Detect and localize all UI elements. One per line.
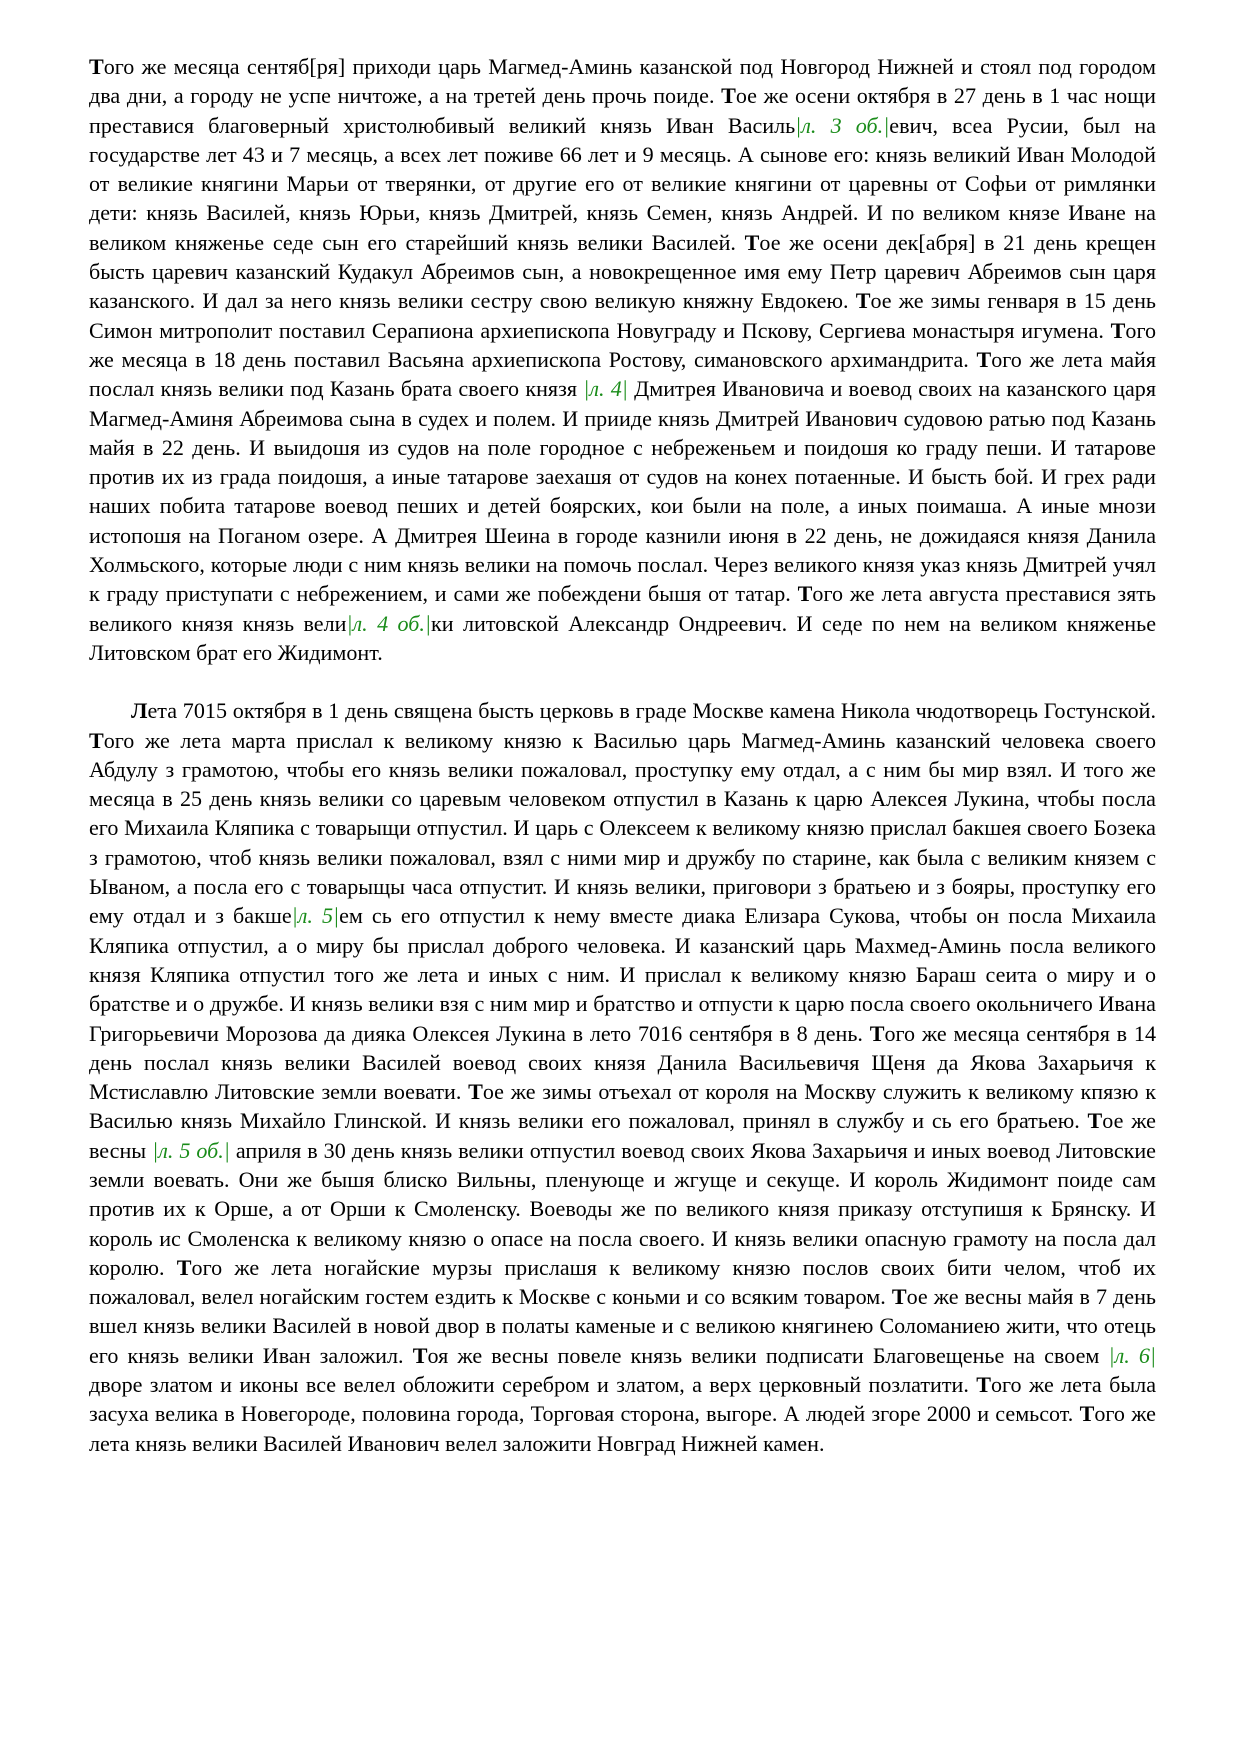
text-run: ого же месяца в 18 день поставил Васьяна архиепископа Ростову, симановского архимандрита. — [89, 317, 1156, 372]
folio-marker: |л. 4| — [583, 376, 628, 402]
entry-initial-letter: Т — [1110, 317, 1126, 343]
entry-initial-letter: Т — [855, 288, 871, 314]
folio-marker: |л. 5 об.| — [152, 1137, 230, 1163]
text-run: ого же месяца сентября в 14 день послал князь велики Василей воевод своих князя Данила Васильевичя Щеня да Якова Захарьичя к Мстиславлю Литовские земли воевати. — [89, 1020, 1157, 1105]
folio-marker: |л. 6| — [1108, 1342, 1157, 1368]
entry-initial-letter: Т — [976, 1372, 991, 1398]
entry-initial-letter: Т — [1087, 1108, 1103, 1134]
entry-initial-letter: Л — [131, 698, 148, 724]
text-run: дворе златом и иконы все велел обложити серебром и златом, а верх церковный позлатити. — [89, 1372, 977, 1398]
text-run: ое же осени дек[абря] в 21 день крещен бысть царевич казанский Кудакул Абреимов сын, а новокрещенное имя ему Петр царевич Абреимов сын царя казанского. И дал за него князь велики сестру свою великую княжну Евдокею. — [89, 229, 1156, 314]
folio-marker: |л. 3 об.| — [795, 112, 890, 138]
text-run: ого же лета князь велики Василей Иванович велел заложити Новград Нижней камен. — [89, 1401, 1156, 1456]
entry-initial-letter: Т — [412, 1342, 428, 1368]
text-run: ого же лета была засуха велика в Новегороде, половина города, Торговая сторона, выгоре. А людей згоре 2000 и семьсот. — [89, 1372, 1156, 1427]
text-run: ого же лета августа преставися зять великого князя князь вели — [89, 581, 1156, 636]
text-run: ое же зимы отъехал от короля на Москву служить к великому кпязю к Василью князь Михайло Глинской. И князь велики его пожаловал, принял в службу и сь его братьею. — [89, 1079, 1156, 1134]
entry-initial-letter: Т — [1079, 1401, 1095, 1427]
text-run: ого же лета майя послал князь велики под Казань брата своего князя — [89, 346, 1156, 402]
entry-initial-letter: Т — [744, 229, 760, 255]
text-run: ого же лета ногайские мурзы прислашя к великому князю послов своих бити челом, чтоб их пожаловал, велел ногайским гостем ездить к Москве с коньми и со всяким товаром. — [89, 1254, 1156, 1310]
entry-initial-letter: Т — [89, 727, 104, 753]
entry-initial-letter: Т — [721, 83, 736, 109]
text-run: ое же весны — [89, 1108, 1156, 1163]
text-run: Дмитрея Ивановича и воевод своих на казанского царя Магмед-Аминя Абреимова сына в судех и полем. И прииде князь Дмитрей Иванович судовою ратью под Казань майя в 22 день. И выидошя из судов на поле городное с небреженьем и поидошя ко граду пеши. И татарове против их из града поидошя, а иные татарове заехашя от судов на конех потаенные. И бысть бой. И грех ради наших побита татарове воевод пеших и детей боярских, кои были на поле, а иных поимаша. А иные мнози истопошя на Поганом озере. А Дмитрея Шеина в городе казнили июня в 22 день, не дожидаяся князя Данила Холмьского, которые люди с ним князь велики на помочь послал. Через великого князя указ князь Дмитрей учял к граду приступати с небрежением, и сами же побеждени бышя от татар. — [89, 376, 1157, 607]
text-run: ки литовской Александр Ондреевич. И седе по нем на великом княженье Литовском брат его Жидимонт. — [89, 610, 1157, 665]
text-run: ого же месяца сентяб[ря] приходи царь Магмед-Аминь казанской под Новгород Нижней и стоял под городом два дни, а городу не успе ничтоже, а на третей день прочь поиде. — [89, 54, 1156, 109]
text-run: ое же осени октября в 27 день в 1 час нощи преставися благоверный христолюбивый великий князь Иван Василь — [89, 83, 1156, 138]
folio-marker: |л. 5| — [291, 903, 340, 929]
text-run: евич, всеа Русии, был на государстве лет 43 и 7 месяць, а всех лет поживе 66 лет и 9 месяць. А сынове его: князь великий Иван Молодой от великие княгини Марьи от тверянки, от другие его от великие княгини от царевны от Софьи от римлянки дети: князь Василей, князь Юрьи, князь Дмитрей, князь Семен, князь Андрей. И по великом князе Иване на великом княженье седе сын его старейший князь велики Василей. — [89, 112, 1156, 255]
entry-initial-letter: Т — [797, 581, 813, 607]
entry-initial-letter: Т — [176, 1254, 192, 1280]
text-run: ое же весны майя в 7 день вшел князь велики Василей в новой двор в полаты каменые и с великою княгинею Соломаниею жити, что отець его князь велики Иван заложил. — [89, 1284, 1156, 1368]
entry-initial-letter: Т — [89, 54, 104, 79]
entry-initial-letter: Т — [891, 1284, 907, 1310]
entry-initial-letter: Т — [976, 346, 992, 372]
entry-initial-letter: Т — [869, 1020, 885, 1046]
text-run: ое же зимы генваря в 15 день Симон митрополит поставил Серапиона архиепископа Новуграду и Пскову, Сергиева монастыря игумена. — [89, 288, 1157, 343]
document-page — [89, 52, 1156, 1458]
paragraph-2 — [89, 696, 1156, 1458]
folio-marker: |л. 4 об.| — [346, 610, 432, 636]
entry-initial-letter: Т — [468, 1079, 483, 1105]
text-run: ого же лета марта прислал к великому князю к Василью царь Магмед-Аминь казанский человека своего Абдулу з грамотою, чтобы его князь велики пожаловал, проступку ему отдал, а с ним бы мир взял. И того же месяца в 25 день князь велики со царевым человеком отпустил в Казань к царю Алексея Лукина, чтобы посла его Михаила Кляпика с товарыщи отпустил. И царь с Олексеем к великому князю прислал бакшея своего Бозека з грамотою, чтоб князь велики пожаловал, взял с ними мир и дружбу по старине, как была с великим князем с Ываном, а посла его с товарыщы часа отпустит. И князь велики, приговори з братьею и з бояры, проступку его ему отдал и з бакше — [89, 727, 1156, 929]
paragraph-1 — [89, 52, 1156, 667]
text-run: априля в 30 день князь велики отпустил воевод своих Якова Захарьичя и иных воевод Литовские земли воевать. Они же бышя блиско Вильны, пленующе и жгуще и секуще. И король Жидимонт поиде сам против их к Орше, а от Орши к Смоленску. Воеводы же по великого князя приказу отступишя к Брянску. И король ис Смоленска к великому князю о опасе на посла своего. И князь велики опасную грамоту на посла дал королю. — [89, 1137, 1156, 1280]
text-run: оя же весны повеле князь велики подписати Благовещенье на своем — [427, 1342, 1109, 1368]
text-run: ем сь его отпустил к нему вместе диака Елизара Сукова, чтобы он посла Михаила Кляпика отпустил, а о миру бы прислал доброго человека. И казанский царь Махмед-Аминь посла великого князя Кляпика отпустил того же лета и иных с ним. И прислал к великому князю Бараш сеита о миру и о братстве и о дружбе. И князь велики взя с ним мир и братство и отпусти к царю посла своего окольничего Ивана Григорьевичи Морозова да дияка Олексея Лукина в лето 7016 сентября в 8 день. — [89, 903, 1157, 1046]
text-run: ета 7015 октября в 1 день священа бысть церковь в граде Москве камена Никола чюдотворець Гостунской. — [147, 698, 1156, 724]
